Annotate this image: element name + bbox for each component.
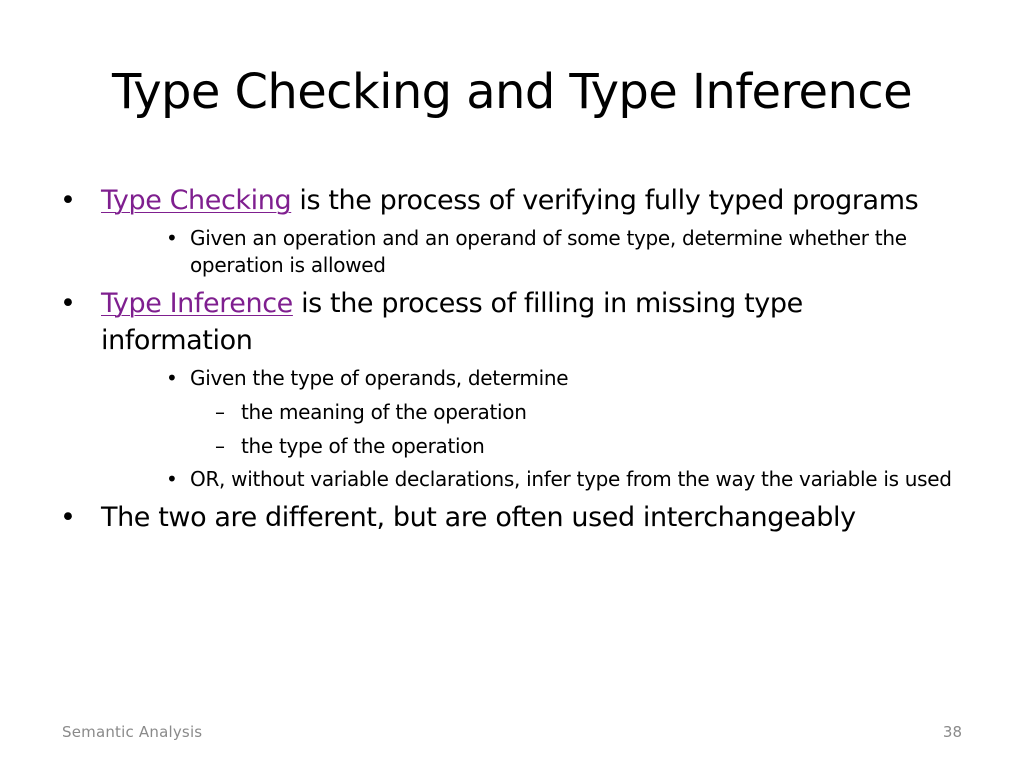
slide-content (60, 182, 960, 536)
bullet-text: The two are different, but are often used interchangeably (101, 502, 856, 533)
type-inference-link[interactable]: Type Inference (101, 288, 293, 319)
bullet-icon: • (166, 467, 178, 491)
sub-bullet-text: Given the type of operands, determine (190, 366, 569, 390)
bullet-icon: • (60, 502, 76, 533)
dash-icon: – (215, 434, 225, 458)
bullet-icon: • (166, 366, 178, 390)
bullet-two-different (60, 499, 960, 536)
bullet-icon: • (166, 226, 178, 250)
sub-bullet-type-of-operands (164, 365, 960, 392)
footer-label: Semantic Analysis (62, 723, 203, 741)
bullet-icon: • (60, 288, 76, 319)
type-checking-link[interactable]: Type Checking (101, 185, 292, 216)
bullet-type-checking (60, 182, 960, 219)
dash-item-text: the type of the operation (241, 434, 485, 458)
sub-bullet-operation-allowed (164, 225, 960, 279)
dash-item-type (215, 433, 960, 460)
dash-item-text: the meaning of the operation (241, 400, 527, 424)
dash-item-meaning (215, 399, 960, 426)
sub-bullet-text: OR, without variable declarations, infer type from the way the variable is used (190, 467, 952, 491)
page-number: 38 (942, 723, 962, 741)
slide-title: Type Checking and Type Inference (111, 64, 913, 120)
bullet-text: is the process of verifying fully typed programs (291, 185, 919, 216)
bullet-type-inference (60, 285, 960, 359)
sub-bullet-text: Given an operation and an operand of some type, determine whether the operation is allowed (190, 226, 907, 277)
dash-icon: – (215, 400, 225, 424)
bullet-text: is the process of filling in missing type information (101, 288, 803, 356)
bullet-icon: • (60, 185, 76, 216)
sub-bullet-infer-type (164, 466, 960, 493)
